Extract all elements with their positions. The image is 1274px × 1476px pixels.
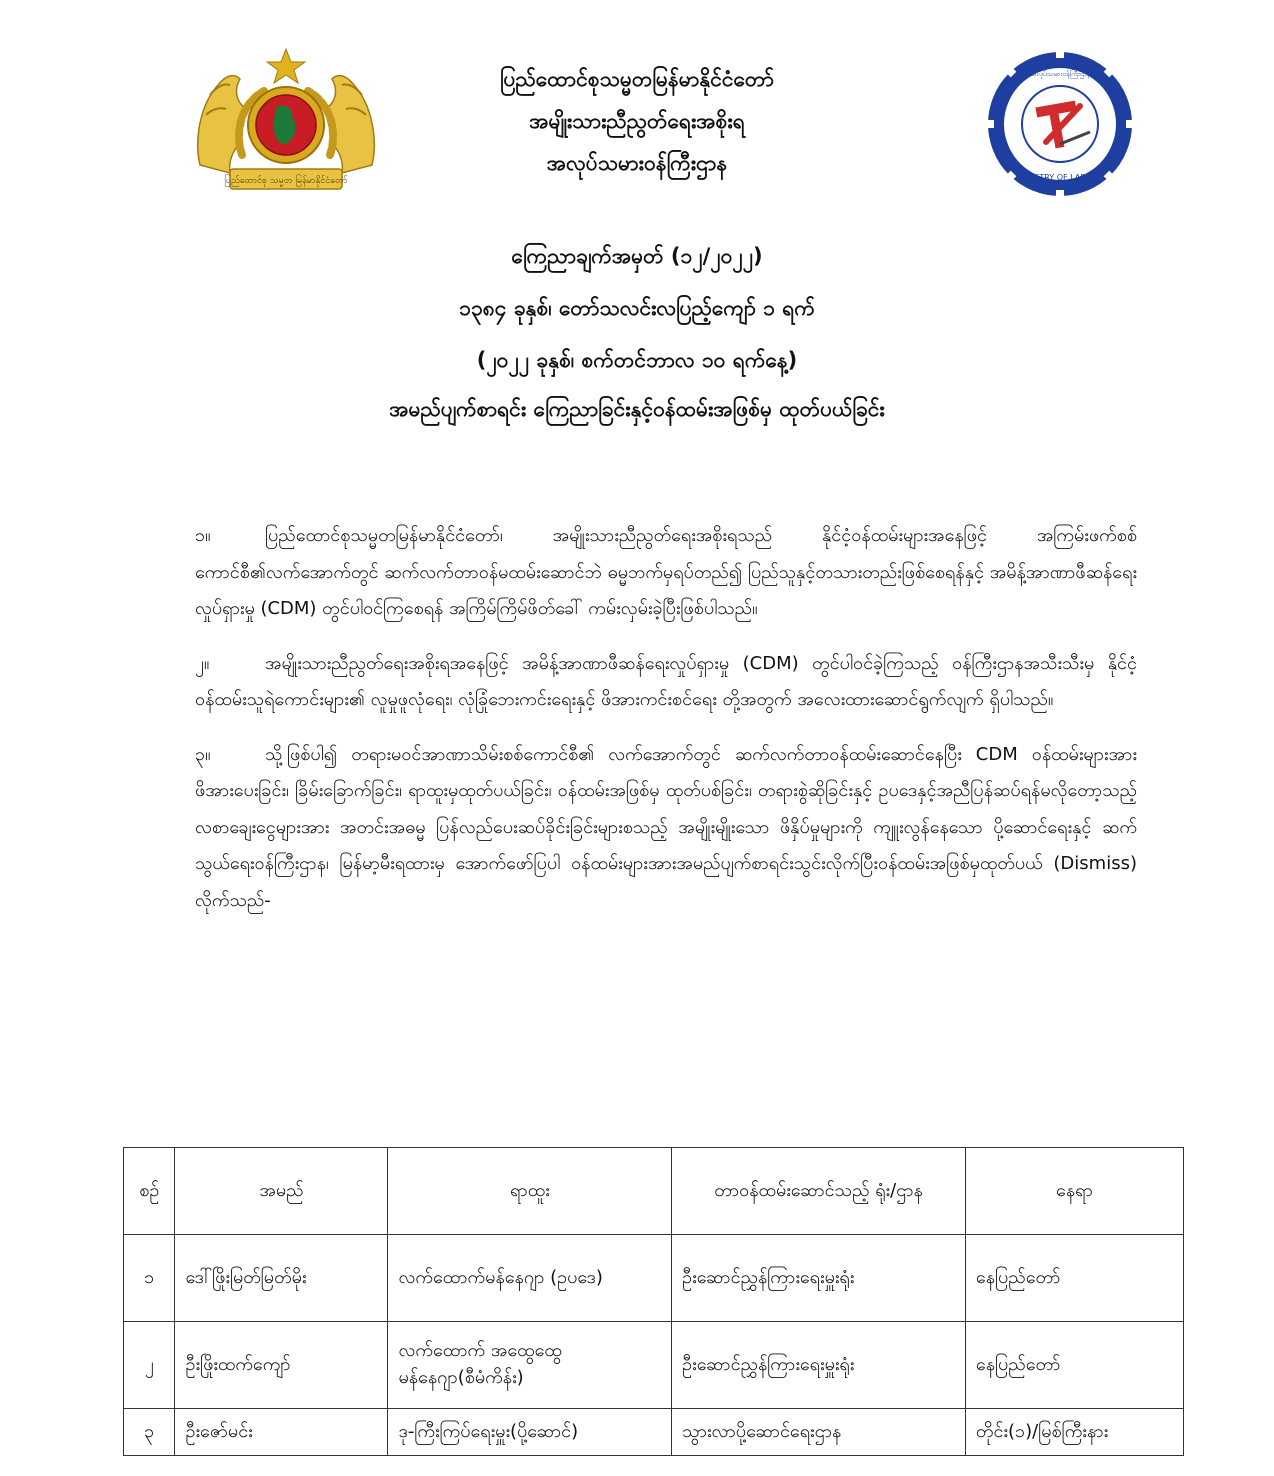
paragraph-2 [195, 646, 1137, 719]
header-name: အမည် [175, 1148, 388, 1235]
announcement-number: ကြေညာချက်အမှတ် (၁၂/၂၀၂၂) [511, 244, 763, 268]
table-row [124, 1235, 1184, 1322]
dismissed-staff-table [123, 1147, 1184, 1456]
letterhead [0, 0, 1274, 460]
announcement-reference [300, 230, 974, 386]
cell-location: တိုင်း(၁)/မြစ်ကြီးနား [965, 1409, 1183, 1456]
announcement-subject: အမည်ပျက်စာရင်း ကြေညာခြင်းနှင့်ဝန်ထမ်းအဖြစ်မှ ထုတ်ပယ်ခြင်း [389, 397, 885, 421]
cell-office: ဦးဆောင်ညွှန်ကြားရေးမှူးရုံး [672, 1322, 966, 1409]
paragraph-number: ၃။ [195, 743, 211, 765]
cell-position: လက်ထောက်မန်နေဂျာ (ဥပဒေ) [388, 1235, 672, 1322]
cell-office: ဦးဆောင်ညွှန်ကြားရေးမှူးရုံး [672, 1235, 966, 1322]
cell-position: လက်ထောက် အထွေထွေ မန်နေဂျာ(စီမံကိန်း) [388, 1322, 672, 1409]
seal-caption: ပြည်ထောင်စု သမ္မတ မြန်မာနိုင်ငံတော် [224, 176, 348, 186]
government-heading [400, 58, 874, 184]
cell-location: နေပြည်တော် [965, 1235, 1183, 1322]
paragraph-3 [195, 737, 1137, 920]
table-row [124, 1322, 1184, 1409]
paragraph-number: ၁။ [195, 525, 211, 546]
paragraph-text: သို့ဖြစ်ပါ၍ တရားမဝင်အာဏာသိမ်းစစ်ကောင်စီ၏ လက်အောက်တွင် ဆက်လက်တာဝန်ထမ်းဆောင်နေပြီး CDM ဝန်ထမ်းများအား ဖိအားပေးခြင်း၊ ခြိမ်းခြောက်ခြင်း၊ ရာထူးမှထုတ်ပယ်ခြင်း၊ ဝန်ထမ်းအဖြစ်မှ ထုတ်ပစ်ခြင်း၊ တရားစွဲဆိုခြင်းနှင့် ဥပဒေနှင့်အညီပြန်ဆပ်ရန်မလိုတော့သည့် လစာချေးငွေများအား အတင်းအဓမ္မ ပြန်လည်ပေးဆပ်ခိုင်းခြင်းများစသည့် အမျိုးမျိုးသော ဖိနှိပ်မှုများကို ကျူးလွန်နေသော ပို့ဆောင်ရေးနှင့် ဆက်သွယ်ရေးဝန်ကြီးဌာန၊ မြန်မာ့မီးရထားမှ အောက်ဖော်ပြပါ ဝန်ထမ်းများအားအမည်ပျက်စာရင်းသွင်းလိုက်ပြီးဝန်ထမ်းအဖြစ်မှထုတ်ပယ် (Dismiss) လိုက်သည်- [195, 743, 1137, 911]
cell-position: ဒု-ကြီးကြပ်ရေးမှူး(ပို့ဆောင်) [388, 1409, 672, 1456]
paragraph-number: ၂။ [195, 652, 210, 674]
paragraph-text: ပြည်ထောင်စုသမ္မတမြန်မာနိုင်ငံတော်၊ အမျိုးသားညီညွတ်ရေးအစိုးရသည် နိုင်ငံ့ဝန်ထမ်းများအနေဖြင့် အကြမ်းဖက်စစ်ကောင်စီ၏လက်အောက်တွင် ဆက်လက်တာဝန်မထမ်းဆောင်ဘဲ ဓမ္မဘက်မှရပ်တည်၍ ပြည်သူနှင့်တသားတည်းဖြစ်စေရန်နှင့် အမိန့်အာဏာဖီဆန်ရေးလှုပ်ရှားမှု (CDM) တွင်ပါဝင်ကြစေရန် အကြိမ်ကြိမ်ဖိတ်ခေါ် ကမ်းလှမ်းခဲ့ပြီးဖြစ်ပါသည်။ [195, 525, 1137, 619]
state-seal-icon [190, 45, 382, 197]
heading-line-ministry: အလုပ်သမားဝန်ကြီးဌာန [546, 151, 728, 175]
heading-line-state: ပြည်ထောင်စုသမ္မတမြန်မာနိုင်ငံတော် [499, 67, 774, 91]
header-serial: စဉ် [124, 1148, 175, 1235]
cell-serial: ၃ [124, 1409, 175, 1456]
announcement-myanmar-date: ၁၃၈၄ ခုနှစ်၊ တော်သလင်းလပြည့်ကျော် ၁ ရက် [459, 296, 815, 320]
header-office: တာဝန်ထမ်းဆောင်သည့် ရုံး/ဌာန [672, 1148, 966, 1235]
paragraph-1 [195, 518, 1137, 628]
cell-serial: ၁ [124, 1235, 175, 1322]
logo-top-text: အလုပ်သမားဝန်ကြီးဌာန [1029, 70, 1091, 78]
cell-serial: ၂ [124, 1322, 175, 1409]
cell-name: ဦးဖြိုးထက်ကျော် [175, 1322, 388, 1409]
table-header-row [124, 1148, 1184, 1235]
cell-name: ဒေါ်ဖြိုးမြတ်မြတ်မိုး [175, 1235, 388, 1322]
announcement-gregorian-date: (၂၀၂၂ ခုနှစ်၊ စက်တင်ဘာလ ၁၀ ရက်နေ့) [476, 348, 798, 372]
cell-name: ဦးဇော်မင်း [175, 1409, 388, 1456]
cell-office: သွားလာပို့ဆောင်ရေးဌာန [672, 1409, 966, 1456]
logo-text: MINISTRY OF LABOUR [1016, 173, 1104, 182]
ministry-logo-icon [984, 48, 1136, 200]
header-position: ရာထူး [388, 1148, 672, 1235]
paragraph-text: အမျိုးသားညီညွတ်ရေးအစိုးရအနေဖြင့် အမိန့်အာဏာဖီဆန်ရေးလှုပ်ရှားမှု (CDM) တွင်ပါဝင်ခဲ့ကြသည့် ဝန်ကြီးဌာနအသီးသီးမှ နိုင်ငံ့ဝန်ထမ်းသူရဲကောင်းများ၏ လူမှုဖူလုံရေး၊ လုံခြုံဘေးကင်းရေးနှင့် ဖိအားကင်းစင်ရေး တို့အတွက် အလေးထားဆောင်ရွက်လျက် ရှိပါသည်။ [195, 652, 1137, 710]
header-location: နေရာ [965, 1148, 1183, 1235]
announcement-body [195, 500, 1137, 929]
heading-line-government: အမျိုးသားညီညွတ်ရေးအစိုးရ [529, 109, 745, 133]
table-row [124, 1409, 1184, 1456]
cell-location: နေပြည်တော် [965, 1322, 1183, 1409]
